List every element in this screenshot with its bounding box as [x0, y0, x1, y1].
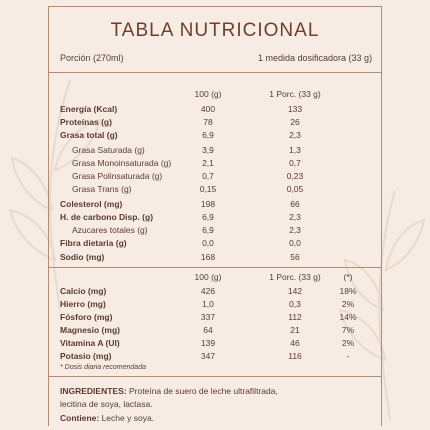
nutrient-value-100g: 400 [200, 104, 216, 114]
nutrient-value-portion: 0,23 [286, 171, 304, 181]
nutrient-label: H. de carbono Disp. (g) [60, 212, 154, 222]
nutrient-value-100g: 78 [203, 117, 213, 127]
mineral-label: Fósforo (mg) [60, 312, 113, 322]
mineral-value-portion: 46 [290, 338, 300, 348]
mineral-label: Potasio (mg) [60, 351, 112, 361]
nutrient-label: Grasa total (g) [60, 130, 118, 140]
nutrient-label: Grasa Saturada (g) [72, 145, 145, 155]
portion-measure: 1 medida dosificadora (33 g) [258, 53, 373, 63]
nutrient-value-100g: 3,9 [202, 145, 214, 155]
ingredients-text: Proteína de suero de leche ultrafiltrada, [128, 386, 278, 396]
nutrient-value-portion: 0,7 [289, 158, 301, 168]
nutrient-label: Grasa Monoinsaturada (g) [72, 158, 172, 168]
nutrient-value-portion: 2,3 [289, 130, 301, 140]
mineral-value-100g: 426 [200, 286, 216, 296]
column-header-100g: 100 (g) [194, 89, 222, 99]
divider [48, 376, 382, 377]
mineral-value-dri: 7% [341, 325, 355, 335]
nutrient-value-100g: 6,9 [202, 212, 214, 222]
nutrient-value-100g: 0,15 [199, 184, 217, 194]
column-header-portion: 1 Porc. (33 g) [269, 89, 321, 99]
nutrient-value-portion: 2,3 [289, 225, 301, 235]
mineral-value-dri: 2% [341, 338, 355, 348]
mineral-value-dri: 2% [341, 299, 355, 309]
mineral-value-portion: 116 [288, 351, 302, 361]
ingredients-label: INGREDIENTES: [60, 386, 127, 396]
nutrient-value-100g: 0,0 [202, 238, 214, 248]
mineral-label: Vitamina A (UI) [60, 338, 120, 348]
nutrient-label: Azucares totales (g) [72, 225, 148, 235]
mineral-value-100g: 347 [200, 351, 216, 361]
column-header-100g: 100 (g) [194, 272, 222, 282]
divider [48, 267, 382, 268]
dri-footnote: * Dosis diaria recomendada [60, 364, 146, 371]
nutrient-value-100g: 2,1 [202, 158, 214, 168]
nutrient-value-100g: 6,9 [202, 225, 214, 235]
nutrient-value-100g: 168 [200, 252, 216, 262]
contains-line [60, 413, 360, 423]
nutrient-label: Proteínas (g) [60, 117, 112, 127]
nutrient-value-portion: 2,3 [289, 212, 301, 222]
column-header-portion: 1 Porc. (33 g) [269, 272, 321, 282]
mineral-value-100g: 139 [200, 338, 216, 348]
mineral-value-dri: - [346, 351, 350, 361]
portion-label: Porción (270ml) [60, 53, 124, 63]
contains-text: Leche y soya. [101, 413, 155, 423]
contains-label: Contiene: [60, 413, 100, 423]
ingredients-line-1 [60, 386, 360, 396]
column-header-dri: (*) [343, 272, 353, 282]
nutrient-value-100g: 198 [200, 199, 216, 209]
mineral-value-100g: 64 [203, 325, 213, 335]
mineral-label: Calcio (mg) [60, 286, 107, 296]
ingredients-line-2: lecitina de soya, lactasa. [60, 399, 153, 409]
mineral-value-portion: 142 [287, 286, 303, 296]
divider [48, 72, 382, 73]
nutrient-value-portion: 56 [290, 252, 300, 262]
mineral-value-100g: 1,0 [202, 299, 214, 309]
mineral-value-portion: 112 [288, 312, 302, 322]
nutrient-label: Colesterol (mg) [60, 199, 123, 209]
nutrient-label: Sodio (mg) [60, 252, 105, 262]
nutrient-value-portion: 0,0 [289, 238, 301, 248]
nutrient-value-portion: 26 [290, 117, 300, 127]
nutrient-value-100g: 0,7 [202, 171, 214, 181]
nutrient-label: Fibra dietaria (g) [60, 238, 127, 248]
mineral-value-portion: 0,3 [289, 299, 301, 309]
nutrient-value-100g: 6,9 [202, 130, 214, 140]
mineral-label: Hierro (mg) [60, 299, 106, 309]
mineral-value-portion: 21 [290, 325, 300, 335]
nutrient-value-portion: 1,3 [289, 145, 301, 155]
nutrient-label: Grasa Polinsaturada (g) [72, 171, 163, 181]
nutrient-label: Grasa Trans (g) [72, 184, 132, 194]
mineral-label: Magnesio (mg) [60, 325, 120, 335]
mineral-value-dri: 18% [339, 286, 357, 296]
nutrient-label: Energía (Kcal) [60, 104, 118, 114]
page-title: TABLA NUTRICIONAL [110, 20, 320, 41]
nutrient-value-portion: 66 [290, 199, 300, 209]
nutrient-value-portion: 0,05 [286, 184, 304, 194]
mineral-value-dri: 14% [339, 312, 357, 322]
nutrient-value-portion: 133 [287, 104, 303, 114]
mineral-value-100g: 337 [200, 312, 216, 322]
